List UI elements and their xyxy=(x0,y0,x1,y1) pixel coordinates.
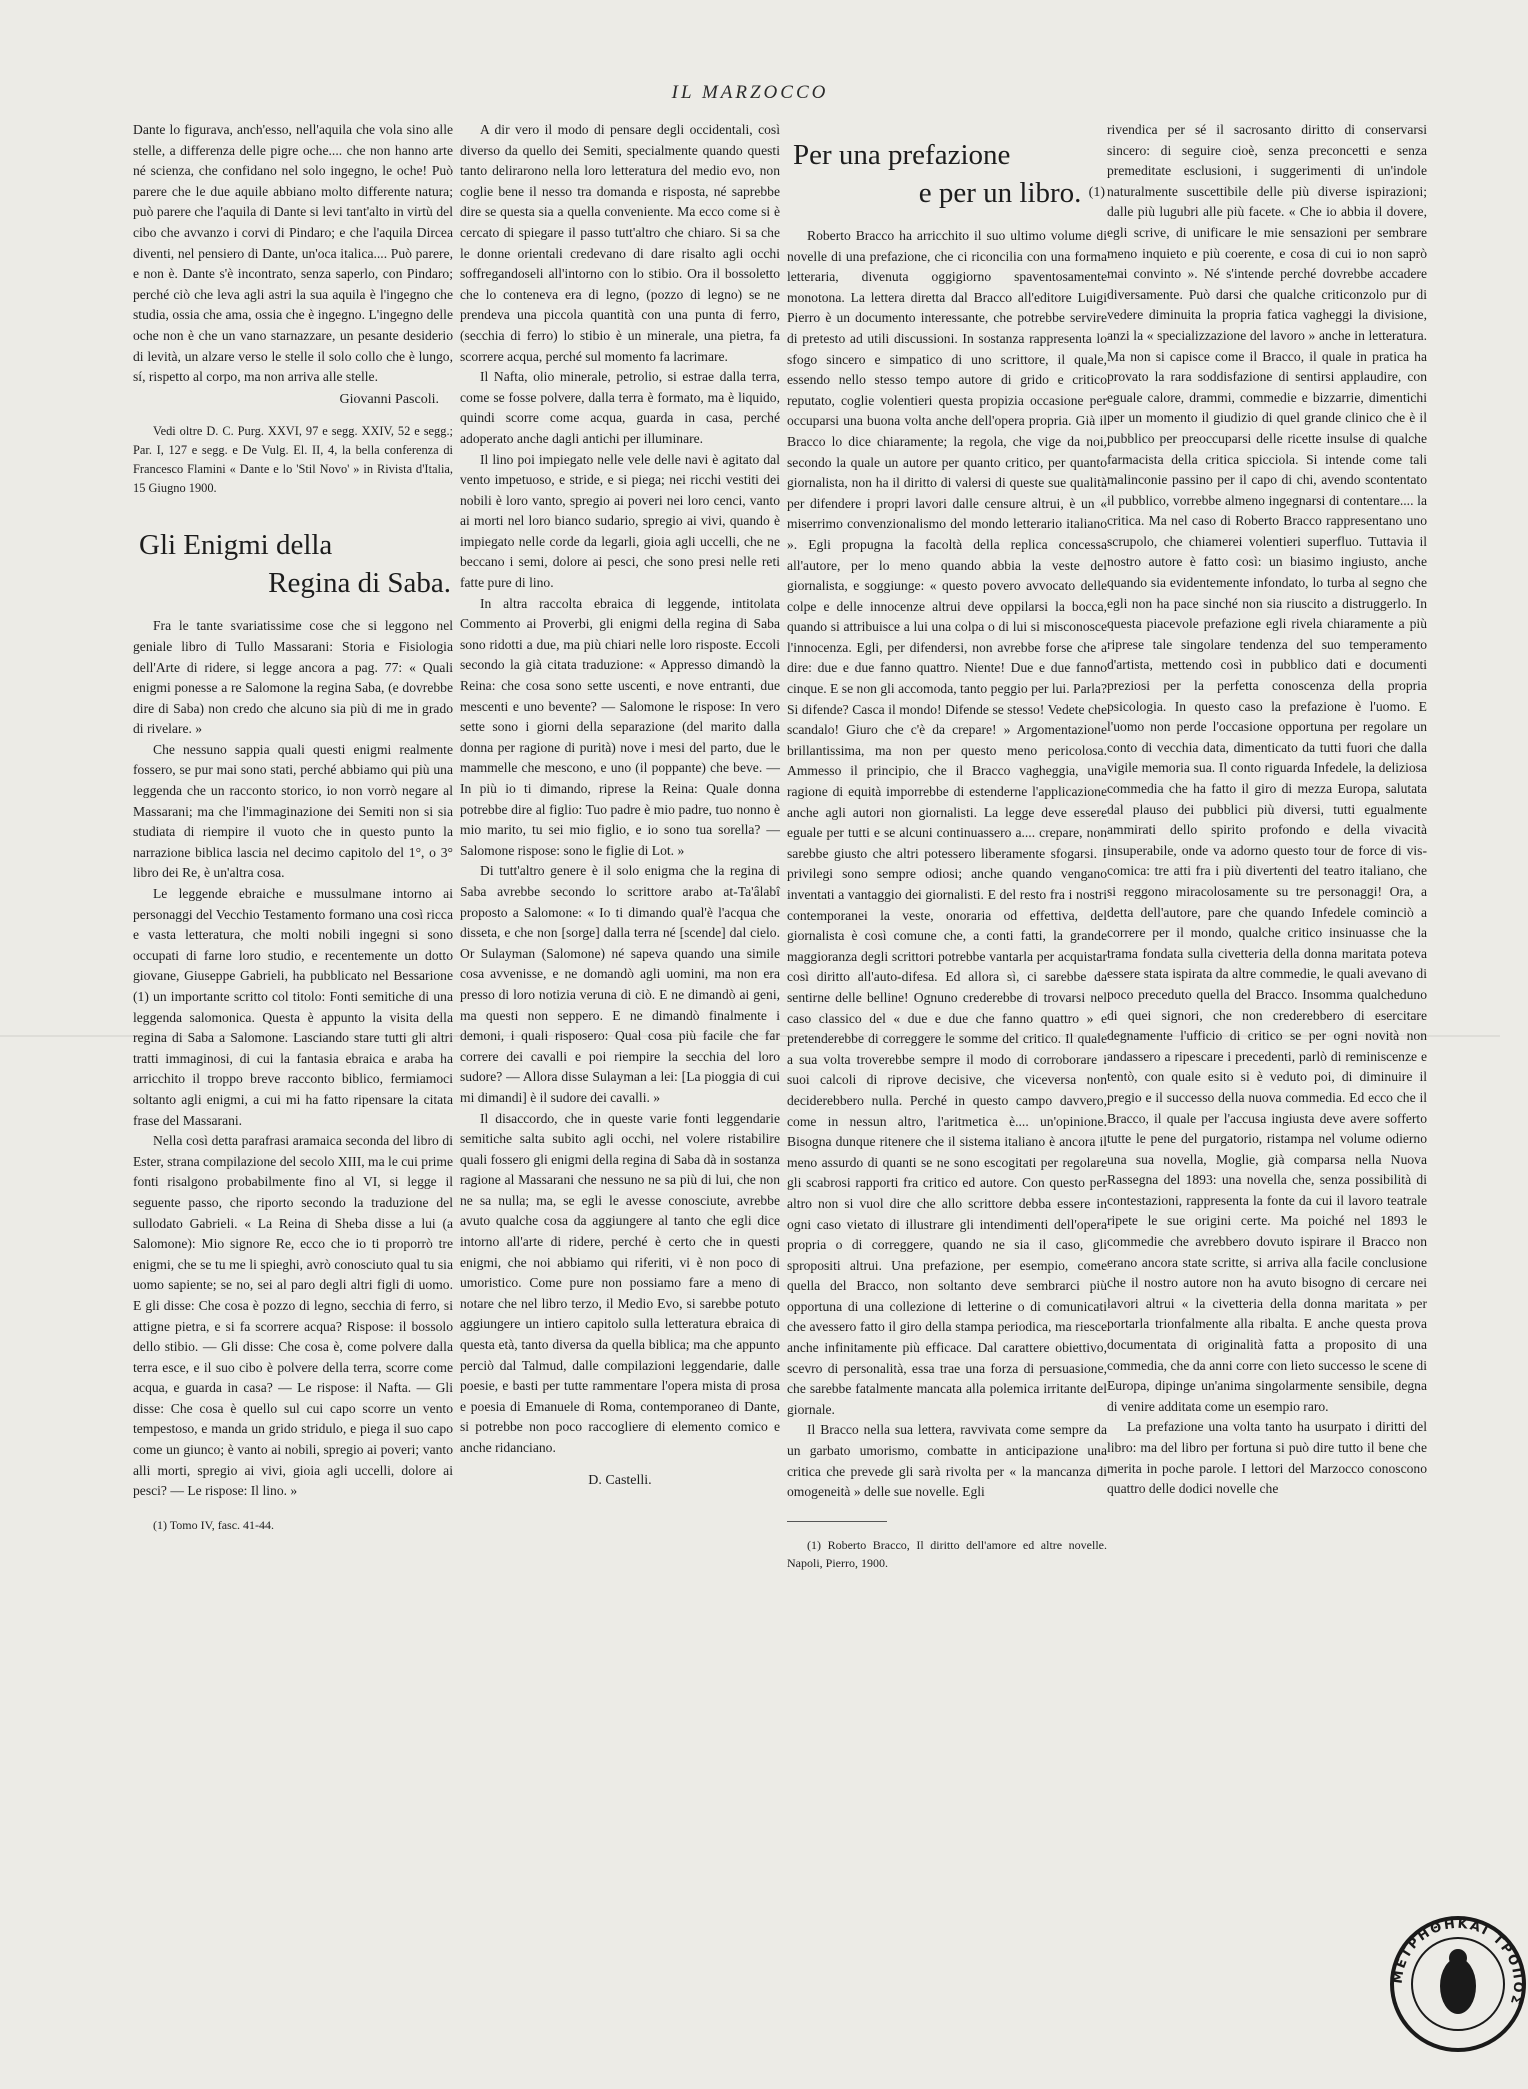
enigmi-title-line2: Regina di Saba. xyxy=(268,567,451,600)
enigmi-paragraph: Nella così detta parafrasi aramaica seconda del libro di Ester, strana compilazione del secolo XIII, ma le cui prime fonti risalgono probabilmente fino al VI, si legge il seguente passo, che riporto secondo la traduzione del sullodato Gabrieli. « La Reina di Sheba disse a lui (a Salomone): Mio signore Re, ecco che io ti proporrò tre enigmi, che se tu me li spieghi, avrò conosciuto qual tu sia uomo sapiente; se no, sei al paro degli altri figli di uomo. E gli disse: Che cosa è pozzo di legno, secchia di ferro, si attigne pietra, e si fa scorrere acqua? Rispose: il bossolo dello stibio. — Gli disse: Che cosa è, come polvere dalla terra esce, e il suo cibo è polvere della terra, scorre come acqua, e guarda in casa? — Le rispose: il Nafta. — Gli disse: Che cosa è quello sul cui capo scorre un vento tempestoso, e manda un grido stridulo, e piega il suo capo come un giunco; è vanto ai nobili, spregio ai poveri; vanto alli morti, spregio ai vivi, gioia agli uccelli, dolore ai pesci? — Le rispose: Il lino. » xyxy=(133,1133,453,1499)
enigmi-paragraph: Di tutt'altro genere è il solo enigma che la regina di Saba avrebbe secondo lo scrittore arabo at-Ta'âlabî proposto a Salomone: « Io ti dimando qual'è l'acqua che disseta, e che non [sorge] dalla terra né [scende] dal cielo. Or Sulayman (Salomone) né sapeva quando una simile cosa avvenisse, e ne domandò agli uomini, ma non era presso di loro notizia veruna di ciò. E ne dimandò ai geni, ma questi non seppero. E ne dimandò finalmente i demoni, i quali risposero: Qual cosa più facile che far correre dei cavalli e poi riempire la secchia del loro sudore? — Allora disse Sulayman a lei: [La pioggia di cui mi dimandi] è il sudore dei cavalli. » xyxy=(460,863,780,1105)
castelli-signature: D. Castelli. xyxy=(588,1472,652,1488)
footnote-rule xyxy=(787,1521,887,1522)
enigmi-title-line1: Gli Enigmi della xyxy=(139,529,333,562)
pascoli-note: Vedi oltre D. C. Purg. XXVI, 97 e segg. XXIV, 52 e segg.; Par. I, 127 e segg. e De Vulg. El. II, 4, la bella conferenza di Francesco Flamini « Dante e lo 'Stil Novo' » in Rivista d'Italia, 15 Giugno 1900. xyxy=(133,424,453,496)
enigmi-paragraph: Il Nafta, olio minerale, petrolio, si estrae dalla terra, come se fosse polvere, dalla terra è formato, ma è liquido, quindi scorre come acqua, guarda in casa, perché adoperato anche dagli antichi per illuminare. xyxy=(460,369,780,446)
enigmi-paragraph: Fra le tante svariatissime cose che si leggono nel geniale libro di Tullo Massarani: Storia e Fisiologia dell'Arte di ridere, si legge ancora a pag. 77: « Quali enigmi ponesse a re Salomone la regina Saba, (e dovrebbe dire di Saba) non credo che alcuno sia più di me in grado di rivelare. » xyxy=(133,618,453,737)
prefazione-paragraph: La prefazione una volta tanto ha usurpato i diritti del libro: ma del libro per fortuna si può dire tutto il bene che merita in poche parole. I lettori del Marzocco conoscono quattro delle dodici novelle che xyxy=(1107,1419,1427,1497)
pascoli-signature: Giovanni Pascoli. xyxy=(339,391,439,407)
enigmi-paragraph: Che nessuno sappia quali questi enigmi realmente fossero, se pur mai sono stati, perché abbiamo qui più una leggenda che un racconto storico, io non vorrò negare al Massarani; ma che l'immaginazione dei Semiti non si sia studiata di riempire il vuoto che in questo punto la narrazione biblica lascia nel decimo capitolo del 1°, o 3° libro dei Re, è un'altra cosa. xyxy=(133,741,453,881)
prefazione-title-line2 xyxy=(787,174,1107,212)
masthead: IL MARZOCCO xyxy=(671,82,829,103)
enigmi-paragraph: A dir vero il modo di pensare degli occidentali, così diverso da quello dei Semiti, specialmente quando questi tanto delirarono nella loro letteratura del medio evo, non coglie bene il nesso tra domanda e risposta, né saprebbe dire se questa sia a quella conveniente. Ma ecco come si è cercato di spiegare il passo tutt'altro che chiaro. Si sa che le donne orientali credevano di dare risalto agli occhi soffregandoseli all'intorno con lo stibio. Ora il bossoletto che lo conteneva era di legno, (pozzo di legno) se ne prendeva una piccola quantità con una punta di ferro, (secchia di ferro) lo stibio è un minerale, una pietra, fa scorrere acqua, perché sul momento fa lacrimare. xyxy=(460,122,780,364)
library-stamp-seal xyxy=(1388,1914,1528,2054)
column-3 xyxy=(787,120,1107,2040)
stamp-text: ΜΕΤΡΗΘΗΚΑΙ ΤΡΟΠΟΣ xyxy=(1390,1916,1526,2008)
prefazione-paragraph: rivendica per sé il sacrosanto diritto di conservarsi sincero: di seguire cioè, senza preconcetti e senza premeditate esclusioni, i suggerimenti di un'indole naturalmente suscettibile delle più diverse ispirazioni; dalle più lugubri alle più facete. « Che io abbia il dovere, egli scrive, di unificare le mie sensazioni per sembrare meno inquieto e più coerente, e cosa di cui io non saprò mai convinto ». Né s'intende perché dovrebbe accadere diversamente. Può darsi che qualche criticonzolo pur di vedere diminuita la propria fatica vagheggi la divisione, anzi la « specializzazione del lavoro » anche in letteratura. Ma non si capisce come il Bracco, il quale in pratica ha provato la rara soddisfazione di sentirsi applaudire, con eguale calore, drammi, commedie e bizzarrie, dimentichi per un momento il giudizio di quel grande clinico che è il pubblico per preoccuparsi delle ricette insulse di qualche farmacista della critica spicciola. Si intende come tali malinconie passino per il capo di chi, avendo scontentato il pubblico, vorrebbe almeno ingegnarsi di contentare.... la critica. Ma nel caso di Roberto Bracco rappresentano uno scrupolo, che chiamerei volentieri superfluo. Tuttavia il nostro autore è fatto così: un biasimo ingiusto, anche quando sia evidentemente infondato, lo turba al segno che egli non ha pace sinché non sia riuscito a distruggerlo. In questa piacevole prefazione egli rivela chiaramente a più riprese tale singolare tendenza del suo temperamento d'artista, mettendo così in pubblico dati e documenti preziosi per la perfetta conoscenza della propria psicologia. In questo caso la prefazione è l'uomo. E l'uomo non perde l'occasione opportuna per regolare un conto di vecchia data, dimenticato da tutti fuori che dalla vigile memoria sua. Il conto riguarda Infedele, la deliziosa commedia che ha fatto il giro di mezza Europa, salutata dal plauso dei pubblici più diversi, tutti egualmente ammirati dello spirito profondo e della vivacità insuperabile, onde va adorno questo tour de force di vis-comica: tre atti fra i più divertenti del teatro italiano, che si reggono miracolosamente su tre personaggi! Ora, a detta dell'autore, pare che quando Infedele cominciò a correre per il mondo, qualche critico insinuasse che la trama fondata sulla civetteria della donna maritata poteva essere stata ispirata da altre commedie, le quali avevano di poco preceduto quella del Bracco. Insomma qualcheduno di quei signori, che non crederebbero di esercitare degnamente l'ufficio di critico se per ogni novità non andassero a ripescare i precedenti, parlò di reminiscenze e tentò, con quale esito si è veduto poi, di diminuire il pregio e il successo della nuova commedia. Ed ecco che il Bracco, il quale per l'accusa ingiusta deve avere sofferto tutte le pene del purgatorio, ristampa nel volume odierno una sua novella, Moglie, già comparsa nella Nuova Rassegna del 1893: una novella che, senza possibilità di contestazioni, rappresenta la fonte da cui il lavoro teatrale ripete le sue origini certe. Ma poiché nel 1893 le commedie che avrebbero dovuto ispirare il Bracco non erano ancora state scritte, si arriva alla facile conclusione che il nostro autore non ha avuto bisogno di cercare nei lavori altrui « la civetteria della donna maritata » per portarla trionfalmente alla ribalta. E anche questa prova documentata di originalità fatta a proposito di una commedia, che da anni corre con lieto successo le scene di Europa, dipinge un'anima singolarmente sensibile, degna di venire additata come un esempio raro. xyxy=(1107,122,1427,1414)
enigmi-paragraph: In altra raccolta ebraica di leggende, intitolata Commento ai Proverbi, gli enigmi della regina di Saba sono ridotti a due, ma più chiari nelle loro risposte. Eccoli secondo la già citata traduzione: « Appresso dimandò la Reina: che cosa sono sette uscenti, e nove entranti, due mescenti e uno bevente? — Salomone le rispose: In vero sette sono i giorni della separazione (del marito dalla donna per ragione di purità) nove i mesi del parto, due le mammelle che mescono, e uno (il poppante) che beve. — In più io ti dimando, riprese la Reina: Quale donna potrebbe dire al figlio: Tuo padre è mio padre, tuo nonno è mio marito, tu sei mio figlio, e io sono tua sorella? — Salomone rispose: sono le figlie di Lot. » xyxy=(460,595,780,858)
column-2 xyxy=(460,120,780,2040)
prefazione-footnote: (1) Roberto Bracco, Il diritto dell'amore ed altre novelle. Napoli, Pierro, 1900. xyxy=(787,1537,1107,1570)
prefazione-title-line1: Per una prefazione xyxy=(793,139,1011,171)
column-1 xyxy=(133,120,453,2040)
enigmi-footnote: (1) Tomo IV, fasc. 41-44. xyxy=(153,1517,275,1532)
enigmi-paragraph: Le leggende ebraiche e mussulmane intorno ai personaggi del Vecchio Testamento formano una così ricca e vasta letteratura, che molti nobili ingegni si sono occupati di farne loro studio, e recentemente un dotto giovane, Giuseppe Gabrieli, ha pubblicato nel Bessarione (1) un importante scritto col titolo: Fonti semitiche di una leggenda salomonica. Questa è appunto la visita della regina di Saba a Salomone. Lasciando stare tutti gli altri tratti immaginosi, di cui la fantasia ebraica e araba ha arricchito il troppo breve racconto biblico, fermiamoci soltanto agli enigmi, a cui mi ha fatto ripensare la citata frase del Massarani. xyxy=(133,886,453,1128)
prefazione-title xyxy=(787,136,1107,212)
prefazione-paragraph: Il Bracco nella sua lettera, ravvivata come sempre da un garbato umorismo, combatte in anticipazione una critica che prevede gli sarà rivolta per « la mancanza di omogeneità » delle sue novelle. Egli xyxy=(787,1422,1107,1500)
enigmi-paragraph: Il disaccordo, che in queste varie fonti leggendarie semitiche salta subito agli occhi, nel volere ristabilire quali fossero gli enigmi della regina di Saba dà in sostanza ragione al Massarani che nessuno ne sa più di lui, che non ne sa nulla; ma, se egli le avesse conosciute, avrebbe avuto qualche cosa da aggiungere al tanto che egli dice intorno all'arte di ridere, perché è certo che in questi enigmi, che noi abbiamo qui riferiti, vi è non poco di umoristico. Come pure non possiamo fare a meno di notare che nel libro terzo, il Medio Evo, si sarebbe potuto aggiungere un intiero capitolo sulla letteratura ebraica di questa età, tanto diversa da quella biblica; ma che appunto perciò dal Talmud, dalle compilazioni leggendarie, dalle poesie, e basti per tutte rammentare l'opera mista di prosa e poesia di Emanuele di Roma, contemporaneo di Dante, si potrebbe non poco raccogliere di elemento comico e anche ridanciano. xyxy=(460,1110,780,1455)
column-4 xyxy=(1107,120,1427,2040)
prefazione-title-line2-text: e per un libro. xyxy=(918,177,1082,209)
enigmi-title xyxy=(133,526,453,602)
footnote-ref: (1) xyxy=(1088,185,1105,200)
pascoli-text: Dante lo figurava, anch'esso, nell'aquila che vola sino alle stelle, a differenza delle pigre oche.... che non hanno arte né scienza, che confidano nel solo ingegno, le oche! Può parere che le due aquile abbiano molto differente natura; può parere che l'aquila di Dante si levi tant'alto in virtù del cibo che avvanzo i corvi di Pindaro; e che l'aquila Dircea diventi, nel pensiero di Dante, un'oca italica.... Può parere, e non è. Dante s'è incontrato, senza saperlo, con Pindaro; perché ciò che leva agli astri la sua aquila è l'ingegno che studia, ossia che ama, ossia che è ingegno. L'ingegno delle oche non è che un vano starnazzare, un pesante desiderio di levità, un alzare verso le stelle il solo collo che è lungo, sí, rispetto al corpo, ma non arriva alle stelle. xyxy=(133,122,453,385)
prefazione-paragraph: Roberto Bracco ha arricchito il suo ultimo volume di novelle di una prefazione, che ci riconcilia con una forma letteraria, divenuta oggigiorno spaventosamente monotona. La lettera diretta dal Bracco all'editore Luigi Pierro è un documento interessante, che potrebbe servire di pretesto ad utili discussioni. In sostanza rappresenta lo sfogo sincero e simpatico di uno scrittore, il quale, essendo nello stesso tempo autore di grido e critico reputato, coglie volentieri questa propizia occasione per occuparsi una buona volta anche dell'opera propria. Già il Bracco lo dice chiaramente; la regola, che vige da noi, secondo la quale un autore per quanto critico, per quanto giornalista, non ha il diritto di valersi di queste sue qualità per difendere i propri lavori dalle censure altrui, è un « miserrimo convenzionalismo del mondo letterario italiano ». Egli propugna la facoltà della replica concessa all'autore, per lo meno quando abbia la veste del giornalista, e soggiunge: « questo povero avvocato delle colpe e delle innocenze altrui deve oppilarsi la bocca, quando si attribuisce a lui una colpa o di lui si misconosce l'innocenza. Egli, per difendersi, non avrebbe forse che a dire: due e due fanno quattro. Niente! Due e due fanno cinque. E se non gli accomoda, tanto peggio per lui. Parla? Si difende? Casca il mondo! Difende se stesso! Vedete che scandalo! Giuro che c'è da crepare! » Argomentazione brillantissima, ma non per questo meno pericolosa. Ammesso il principio, che il Bracco vagheggia, una ragione di equità imporrebbe di estenderne l'applicazione anche agli autori non giornalisti. La legge deve essere eguale per tutti e se alcuni continuassero a.... crepare, non sarebbe giusto che altri potessero liberamente sfogarsi. I privilegi sono sempre odiosi; anche quando vengano inventati a vantaggio dei giornalisti. E del resto fra i nostri contemporanei la veste, onoraria od effettiva, del giornalista è così comune che, a conti fatti, la grande maggioranza degli scrittori potrebbe vantarla per acquistar così diritto all'auto-difesa. Ed allora sì, ci sarebbe da sentirne delle belline! Ognuno crederebbe di trovarsi nel caso classico del « due e due che fanno quattro » e pretenderebbe di correggere le somme del critico. Il quale a sua volta troverebbe sempre il modo di corroborare i suoi calcoli di riprove decisive, che viceversa non deciderebbero nulla. Perché in questo campo davvero, come in nessun altro, l'aritmetica è.... un'opinione. Bisogna dunque ritenere che il sistema italiano è ancora il meno assurdo di quanti se ne sono escogitati per regolare gli scabrosi rapporti fra critico ed autore. Con questo per altro non si vuol dire che allo scrittore debba essere in ogni caso vietato di illustrare gli intendimenti dell'opera propria o di correggere, quando ne sia il caso, gli spropositi altrui. Una prefazione, per esempio, come quella del Bracco, non soltanto deve sembrarci più opportuna di una collezione di letterine o di comunicati che avessero fatto il giro della stampa periodica, ma riesce anche infinitamente più efficace. Dal carattere obiettivo, scevro di personalità, essa trae una forza di persuasione, che sarebbe fatalmente mancata alla polemica irritante del giornale. xyxy=(787,228,1107,1417)
enigmi-paragraph: Il lino poi impiegato nelle vele delle navi è agitato dal vento impetuoso, e stride, e si piega; nei ricchi vestiti dei nobili è loro vanto, spregio ai poveri nei loro cenci, vanto ai morti nel loro bianco sudario, spregio ai vivi, quando è impiegato nelle corde da legarli, gioia agli uccelli, che ne beccano i semi, dolore ai pesci, che sono presi nelle reti fatte pure di lino. xyxy=(460,451,780,591)
